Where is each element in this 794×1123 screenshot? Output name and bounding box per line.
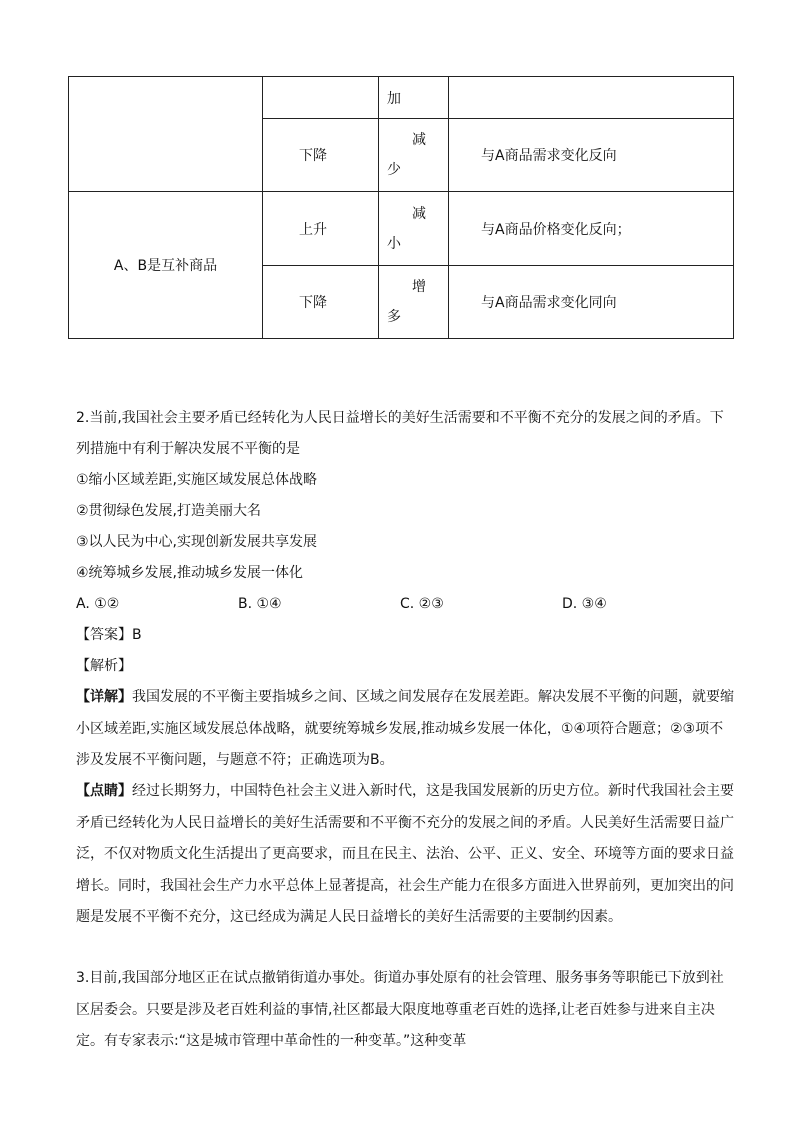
price-cell: 下降	[263, 266, 379, 339]
quantity-cell	[379, 119, 449, 192]
q2-note-paragraph	[76, 776, 736, 934]
q2-answer: 【答案】B	[76, 627, 142, 643]
note-cell	[449, 77, 734, 119]
note-cell: 与A商品需求变化反向	[449, 119, 734, 192]
q2-option-a: A. ①②	[76, 596, 120, 612]
table-row	[69, 192, 734, 266]
q2-item-4: ④统筹城乡发展,推动城乡发展一体化	[76, 565, 304, 581]
q3-stem-paragraph	[76, 963, 736, 1058]
q2-item-2: ②贯彻绿色发展,打造美丽大名	[76, 503, 262, 519]
q2-option-c: C. ②③	[400, 596, 444, 612]
quantity-text: 加	[387, 90, 401, 107]
relationship-cell	[69, 77, 263, 192]
q2-analysis-label: 【解析】	[76, 658, 132, 674]
q2-option-b: B. ①④	[238, 596, 282, 612]
price-cell	[263, 77, 379, 119]
quantity-text-top: 增	[412, 279, 426, 295]
quantity-cell	[379, 266, 449, 339]
q2-stem-line2: 列措施中有利于解决发展不平衡的是	[76, 441, 300, 457]
q2-stem-line1: 2.当前,我国社会主要矛盾已经转化为人民日益增长的美好生活需要和不平衡不充分的发展之间的矛盾。下	[76, 410, 724, 426]
table-row	[69, 77, 734, 119]
quantity-text-bottom: 小	[387, 235, 401, 252]
relationship-cell: A、B是互补商品	[69, 192, 263, 339]
price-cell: 下降	[263, 119, 379, 192]
note-tag: 【点睛】	[76, 783, 132, 799]
quantity-cell	[379, 77, 449, 119]
quantity-text-top: 减	[412, 132, 426, 148]
q2-detail-paragraph	[76, 682, 736, 777]
q2-option-d: D. ③④	[562, 596, 607, 612]
note-text: 经过长期努力，中国特色社会主义进入新时代，这是我国发展新的历史方位。新时代我国社会主要矛盾已经转化为人民日益增长的美好生活需要和不平衡不充分的发展之间的矛盾。人民美好生活需要日益广泛，不仅对物质文化生活提出了更高要求，而且在民主、法治、公平、正义、安全、环境等方面的要求日益增长。同时，我国社会生产力水平总体上显著提高，社会生产能力在很多方面进入世界前列，更加突出的问题是发展不平衡不充分，这已经成为满足人民日益增长的美好生活需要的主要制约因素。	[76, 783, 734, 925]
note-cell: 与A商品需求变化同向	[449, 266, 734, 339]
q3-text: 3.目前,我国部分地区正在试点撤销街道办事处。街道办事处原有的社会管理、服务事务等职能已下放到社区居委会。只要是涉及老百姓利益的事情,社区都最大限度地尊重老百姓的选择,让老百姓参与进来自主决定。有专家表示:“这是城市管理中革命性的一种变革。”这种变革	[76, 970, 724, 1049]
quantity-cell	[379, 192, 449, 266]
quantity-text-bottom: 多	[387, 309, 401, 325]
goods-relationship-table	[68, 76, 734, 339]
q2-item-3: ③以人民为中心,实现创新发展共享发展	[76, 534, 317, 550]
quantity-text-top: 减	[412, 205, 426, 222]
detail-text: 我国发展的不平衡主要指城乡之间、区域之间发展存在发展差距。解决发展不平衡的问题，就要缩小区域差距,实施区域发展总体战略，就要统筹城乡发展,推动城乡发展一体化，①④项符合题意；②③项不涉及发展不平衡问题，与题意不符；正确选项为B。	[76, 689, 734, 768]
price-cell: 上升	[263, 192, 379, 266]
detail-tag: 【详解】	[76, 689, 132, 705]
quantity-text-bottom: 少	[387, 162, 401, 178]
note-cell: 与A商品价格变化反向；	[449, 192, 734, 266]
q2-item-1: ①缩小区域差距,实施区域发展总体战略	[76, 472, 317, 488]
